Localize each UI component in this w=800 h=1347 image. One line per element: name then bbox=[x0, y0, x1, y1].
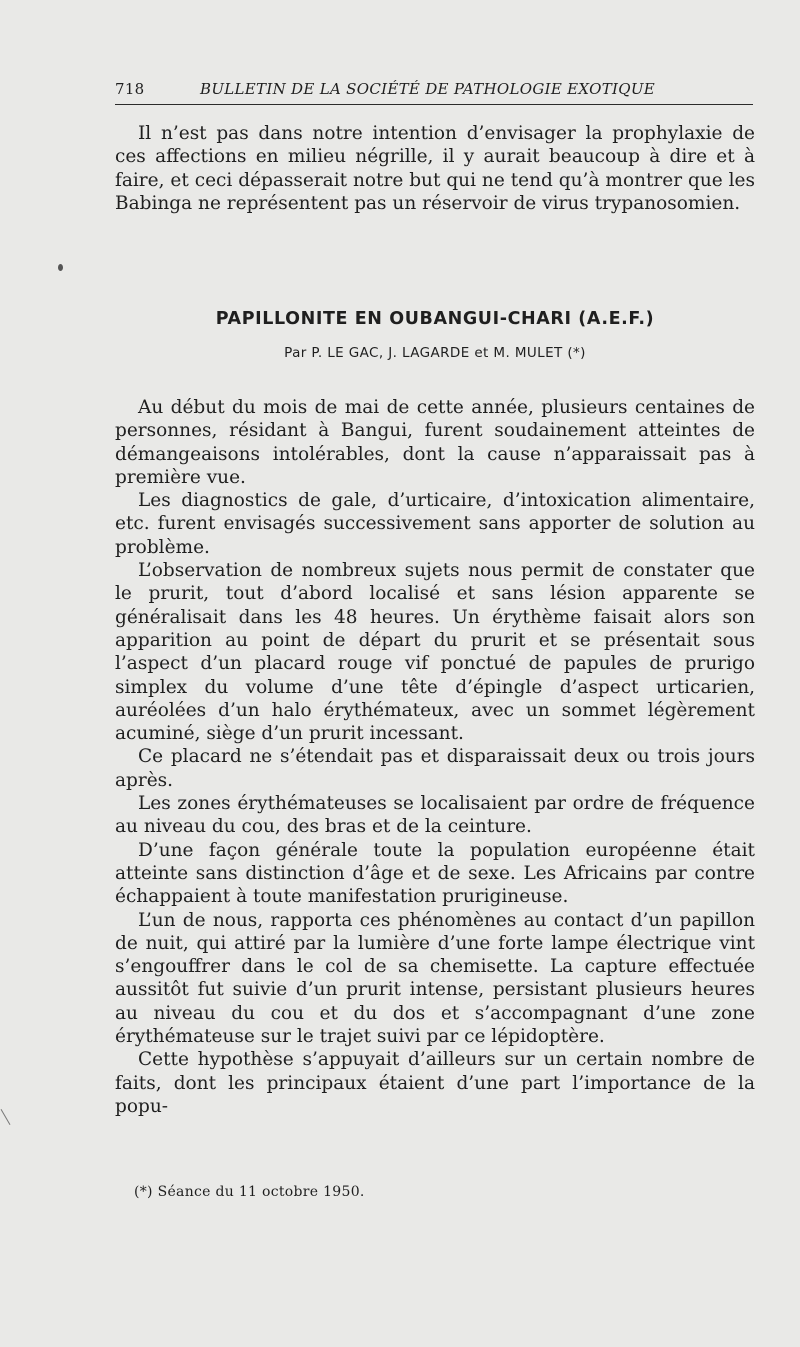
article-title: PAPILLONITE EN OUBANGUI-CHARI (A.E.F.) bbox=[215, 309, 655, 329]
body-paragraph: Les diagnostics de gale, d’urticaire, d’intoxication alimentaire, etc. furent envisagés successivement sans apporter de solution au problème. bbox=[115, 490, 755, 558]
body-paragraph: Ce placard ne s’étendait pas et disparaissait deux ou trois jours après. bbox=[115, 746, 755, 791]
running-title: BULLETIN DE LA SOCIÉTÉ DE PATHOLOGIE EXOTIQUE bbox=[200, 80, 656, 98]
body-paragraph: Cette hypothèse s’appuyait d’ailleurs sur un certain nombre de faits, dont les principaux étaient d’une part l’importance de la popu- bbox=[115, 1049, 755, 1117]
footnote: (*) Séance du 11 octobre 1950. bbox=[134, 1184, 365, 1200]
article-body bbox=[115, 396, 755, 1118]
header-rule bbox=[115, 104, 753, 105]
body-paragraph: L’un de nous, rapporta ces phénomènes au contact d’un papillon de nuit, qui attiré par la lumière d’une forte lampe électrique vint s’engouffrer dans le col de sa chemisette. La capture effectuée aussitôt fut suivie d’un prurit intense, persistant plusieurs heures au niveau du cou et du dos et s’accompagnant d’une zone érythémateuse sur le trajet suivi par ce lépidoptère. bbox=[115, 909, 755, 1048]
page-number: 718 bbox=[115, 80, 145, 98]
article-authors: Par P. LE GAC, J. LAGARDE et M. MULET (*) bbox=[284, 345, 586, 361]
intro-paragraph: Il n’est pas dans notre intention d’envisager la prophylaxie de ces affections en milieu négrille, il y aurait beaucoup à dire et à faire, et ceci dépasserait notre but qui ne tend qu’à montrer que les Babinga ne représentent pas un réservoir de virus trypanosomien. bbox=[115, 123, 755, 214]
ink-speck bbox=[58, 264, 63, 271]
body-paragraph: Au début du mois de mai de cette année, plusieurs centaines de personnes, résidant à Bangui, furent soudainement atteintes de démangeaisons intolérables, dont la cause n’apparaissait pas à première vue. bbox=[115, 397, 755, 488]
body-paragraph: L’observation de nombreux sujets nous permit de constater que le prurit, tout d’abord localisé et sans lésion apparente se généralisait dans les 48 heures. Un érythème faisait alors son apparition au point de départ du prurit et se présentait sous l’aspect d’un placard rouge vif ponctué de papules de prurigo simplex du volume d’une tête d’épingle d’aspect urticarien, auréolées d’un halo érythémateux, avec un sommet légèrement acuminé, siège d’un prurit incessant. bbox=[115, 560, 755, 745]
body-paragraph: D’une façon générale toute la population européenne était atteinte sans distinction d’âge et de sexe. Les Africains par contre échappaient à toute manifestation prurigineuse. bbox=[115, 839, 755, 908]
body-paragraph: Les zones érythémateuses se localisaient par ordre de fréquence au niveau du cou, des bras et de la ceinture. bbox=[115, 793, 755, 838]
edge-mark bbox=[1, 1109, 11, 1125]
